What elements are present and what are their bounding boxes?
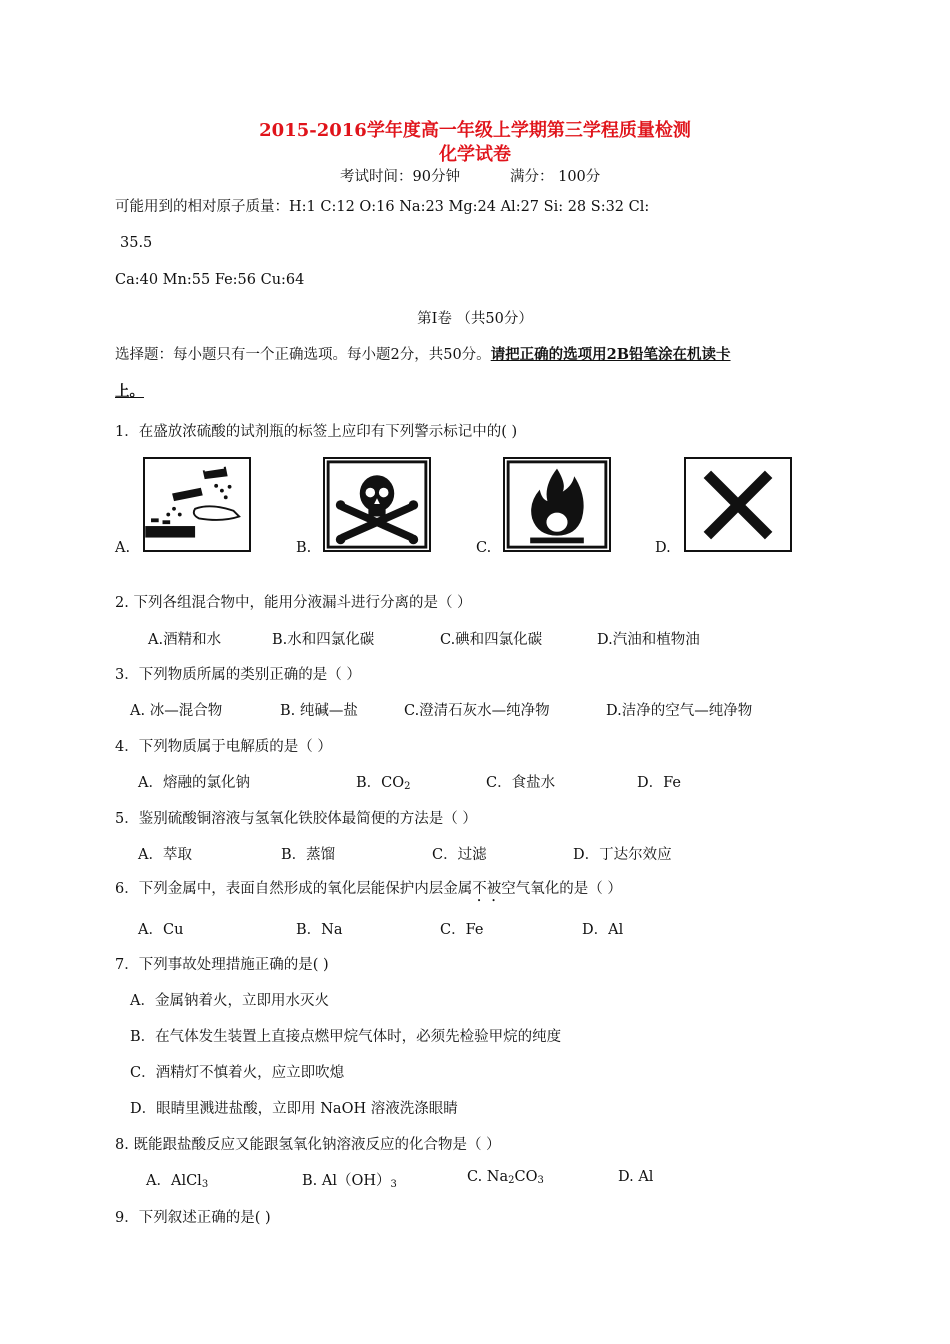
atomic-masses-line2: 35.5 xyxy=(120,235,153,251)
q6-stem-emphasis: 不被 xyxy=(472,881,502,897)
q8-stem: 8. 既能跟盐酸反应又能跟氢氧化钠溶液反应的化合物是（ ） xyxy=(115,1137,501,1153)
q1-option-c-label: C. xyxy=(476,540,492,556)
q5-option-b: B．蒸馏 xyxy=(281,847,336,863)
q6-stem-pre: 6．下列金属中，表面自然形成的氧化层能保护内层金属 xyxy=(115,881,473,897)
q3-option-c: C.澄清石灰水—纯净物 xyxy=(404,703,550,719)
q1-option-a-label: A. xyxy=(115,540,131,556)
q4-stem: 4．下列物质属于电解质的是（ ） xyxy=(115,739,332,755)
q8-option-c xyxy=(467,1169,544,1186)
instruction-emphasis: 请把正确的选项用2B铅笔涂在机读卡 xyxy=(490,346,731,363)
section-title: 第Ⅰ卷 （共50分） xyxy=(417,311,533,327)
q3-option-b: B. 纯碱—盐 xyxy=(280,703,358,719)
skull-crossbones-icon xyxy=(323,457,431,552)
q7-option-b: B．在气体发生装置上直接点燃甲烷气体时，必须先检验甲烷的纯度 xyxy=(130,1029,562,1045)
q5-option-c: C．过滤 xyxy=(432,847,487,863)
q1-option-b-label: B. xyxy=(296,540,312,556)
q7-option-d: D．眼睛里溅进盐酸，立即用 NaOH 溶液洗涤眼睛 xyxy=(130,1101,458,1117)
flame-icon xyxy=(503,457,611,552)
q8-c-subscript-1: 2 xyxy=(508,1175,515,1186)
q9-stem: 9．下列叙述正确的是( ) xyxy=(115,1210,271,1226)
q8-option-a xyxy=(146,1169,208,1190)
q5-stem: 5．鉴别硫酸铜溶液与氢氧化铁胶体最简便的方法是（ ） xyxy=(115,811,477,827)
q7-stem: 7．下列事故处理措施正确的是( ) xyxy=(115,957,329,973)
q3-option-a: A. 冰—混合物 xyxy=(130,703,223,719)
atomic-masses-line3: Ca:40 Mn:55 Fe:56 Cu:64 xyxy=(115,272,305,288)
q8-option-b xyxy=(302,1169,397,1190)
q3-option-d: D.洁净的空气—纯净物 xyxy=(606,703,753,719)
full-score: 满分： 100分 xyxy=(510,169,601,185)
q2-stem: 2. 下列各组混合物中，能用分液漏斗进行分离的是（ ） xyxy=(115,595,472,611)
q6-option-a: A．Cu xyxy=(138,922,184,938)
q6-option-d: D．Al xyxy=(582,922,624,938)
q4-b-subscript: 2 xyxy=(404,781,411,792)
q6-option-c: C．Fe xyxy=(440,922,484,938)
q2-option-a: A.酒精和水 xyxy=(148,632,222,648)
q6-option-b: B．Na xyxy=(296,922,343,938)
q4-option-a: A．熔融的氯化钠 xyxy=(138,775,250,791)
q8-b-text: B. Al（OH） xyxy=(302,1173,391,1189)
exam-title: 2015-2016学年度高一年级上学期第三学程质量检测 xyxy=(259,120,691,141)
q1-stem: 1．在盛放浓硫酸的试剂瓶的标签上应印有下列警示标记中的( ) xyxy=(115,424,518,440)
instruction-emphasis-cont: 上。 xyxy=(115,383,144,400)
q8-a-subscript: 3 xyxy=(201,1179,209,1190)
q7-option-a: A．金属钠着火，立即用水灭火 xyxy=(130,993,329,1009)
q4-option-d: D．Fe xyxy=(637,775,681,791)
q5-option-a: A．萃取 xyxy=(138,847,192,863)
q1-option-d-label: D. xyxy=(655,540,671,556)
q8-option-d: D. Al xyxy=(618,1169,654,1185)
corrosive-icon xyxy=(143,457,251,552)
q8-c-subscript-2: 3 xyxy=(537,1175,544,1186)
q6-stem-post: 空气氧化的是（ ） xyxy=(501,881,622,897)
q4-option-c: C．食盐水 xyxy=(486,775,556,791)
x-cross-icon xyxy=(684,457,792,552)
q8-c-text-2: CO xyxy=(514,1169,538,1185)
q4-b-text: B．CO xyxy=(356,775,405,791)
exam-subtitle: 化学试卷 xyxy=(439,144,511,165)
q5-option-d: D．丁达尔效应 xyxy=(573,847,672,863)
q3-stem: 3．下列物质所属的类别正确的是（ ） xyxy=(115,667,361,683)
q2-option-b: B.水和四氯化碳 xyxy=(272,632,375,648)
q2-option-c: C.碘和四氯化碳 xyxy=(440,632,543,648)
atomic-masses-line1: 可能用到的相对原子质量：H:1 C:12 O:16 Na:23 Mg:24 Al:27 Si: 28 S:32 Cl: xyxy=(115,199,650,215)
exam-time: 考试时间：90分钟 xyxy=(340,169,460,185)
section-instruction xyxy=(115,343,731,364)
q8-a-text: A．AlCl xyxy=(146,1173,202,1189)
q7-option-c: C．酒精灯不慎着火，应立即吹熄 xyxy=(130,1065,345,1081)
instruction-text: 选择题：每小题只有一个正确选项。每小题2分，共50分。 xyxy=(115,347,491,363)
q2-option-d: D.汽油和植物油 xyxy=(597,632,700,648)
q4-option-b xyxy=(356,771,411,792)
q8-b-subscript: 3 xyxy=(390,1179,397,1190)
q8-c-text: C. Na xyxy=(467,1169,509,1185)
q6-stem xyxy=(115,877,622,905)
